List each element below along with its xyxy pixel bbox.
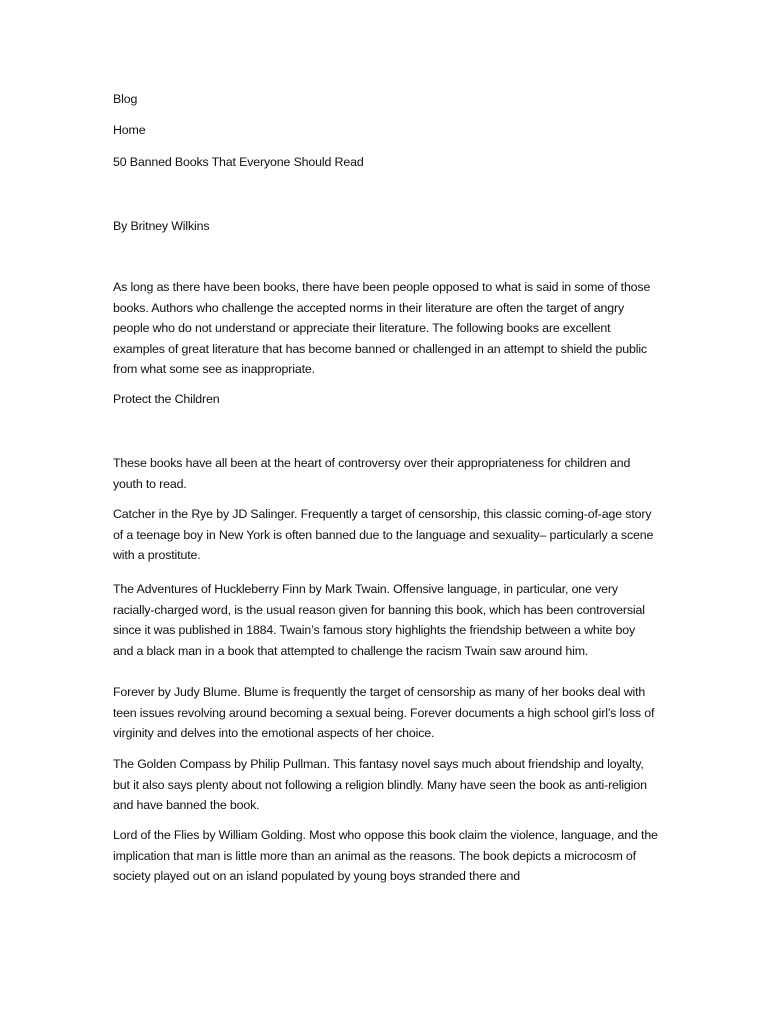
intro-paragraph: As long as there have been books, there have been people opposed to what is said in some of those books. Authors who challenge the accepted norms in their literature are often the target of angry people who do not understand or appreciate their literature. The following books are excellent examples of great literature that has become banned or challenged in an attempt to shield the public from what some see as inappropriate. <box>113 280 651 376</box>
article-byline: By Britney Wilkins <box>113 219 210 233</box>
entry-golden-compass: The Golden Compass by Philip Pullman. This fantasy novel says much about friendship and loyalty, but it also says plenty about not following a religion blindly. Many have seen the book as anti-religion and have banned the book. <box>113 757 647 812</box>
article-title: 50 Banned Books That Everyone Should Read <box>113 155 364 169</box>
entry-catcher-in-the-rye: Catcher in the Rye by JD Salinger. Frequently a target of censorship, this classic coming-of-age story of a teenage boy in New York is often banned due to the language and sexuality– particularly a scene with a prostitute. <box>113 507 654 562</box>
section-intro-paragraph: These books have all been at the heart of controversy over their appropriateness for children and youth to read. <box>113 456 631 491</box>
entry-forever: Forever by Judy Blume. Blume is frequently the target of censorship as many of her books deal with teen issues revolving around becoming a sexual being. Forever documents a high school girl’s loss of virginity and delves into the emotional aspects of her choice. <box>113 685 655 740</box>
entry-lord-of-the-flies: Lord of the Flies by William Golding. Most who oppose this book claim the violence, language, and the implication that man is little more than an animal as the reasons. The book depicts a microcosm of society played out on an island populated by young boys stranded there and <box>113 828 658 883</box>
nav-home-link[interactable]: Home <box>113 123 146 137</box>
section-heading: Protect the Children <box>113 392 220 406</box>
nav-blog-link[interactable]: Blog <box>113 92 138 106</box>
entry-huckleberry-finn: The Adventures of Huckleberry Finn by Mark Twain. Offensive language, in particular, one very racially-charged word, is the usual reason given for banning this book, which has been controversial since it was published in 1884. Twain’s famous story highlights the friendship between a white boy and a black man in a book that attempted to challenge the racism Twain saw around him. <box>113 582 645 658</box>
